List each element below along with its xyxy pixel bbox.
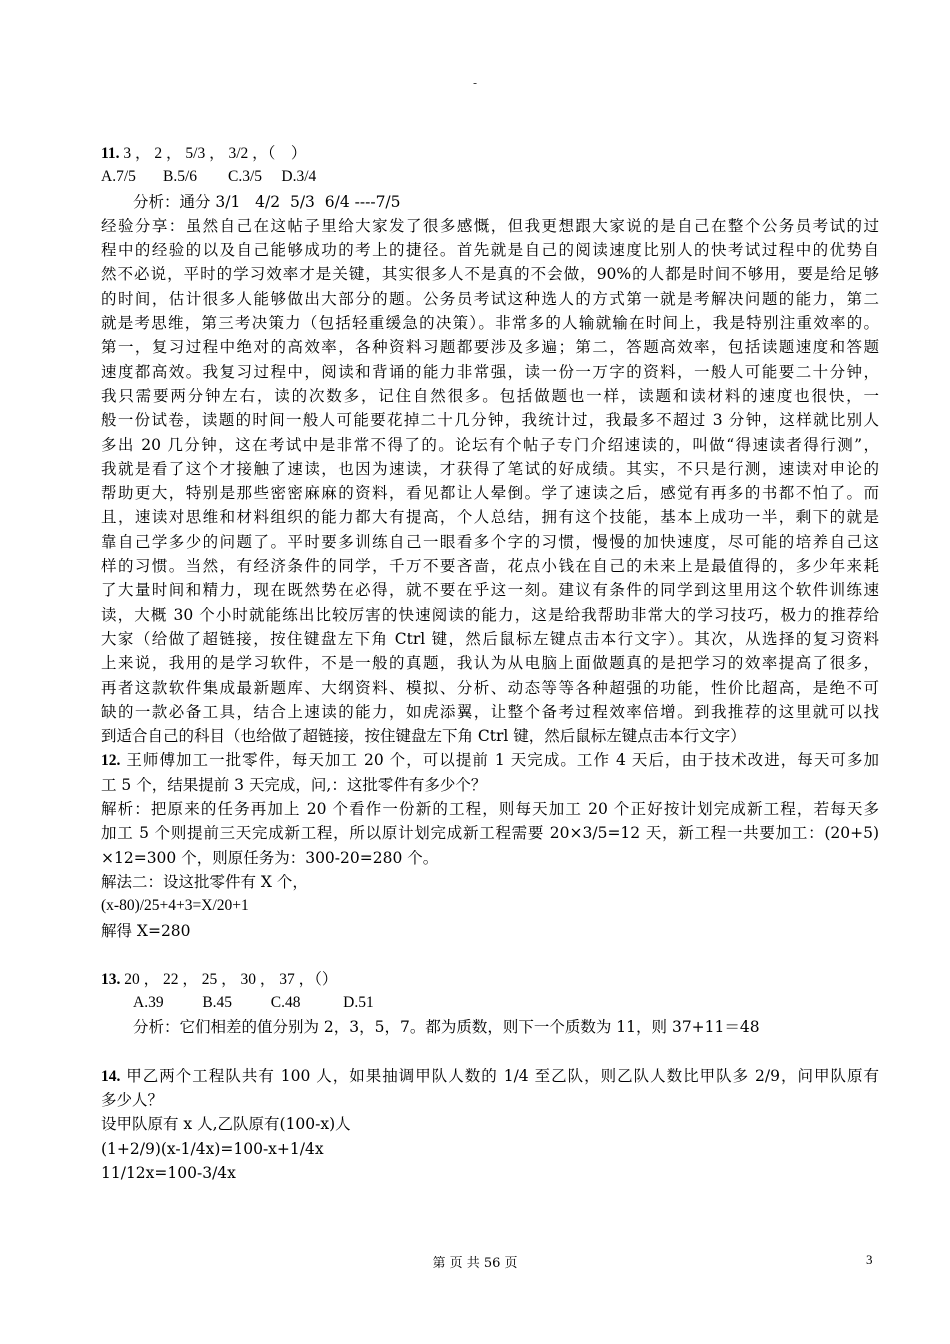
experience-line: 我只需要两分钟左右，读的次数多，记住自然很多。包括做题也一样，读题和读材料的速度也很快，一 xyxy=(101,386,879,405)
experience-line: 再者这款软件集成最新题库、大纲资料、模拟、分析、动态等等各种超强的功能，性价比超高，是绝不可 xyxy=(101,678,879,697)
experience-line: 样的习惯。当然，有经济条件的同学，千万不要吝啬，花点小钱在自己的未来上是最值得的，多少年来耗 xyxy=(101,557,879,576)
experience-line: 第一，复习过程中绝对的高效率，各种资料习题都要涉及多遍；第二，答题高效率，包括读题速度和答题 xyxy=(101,338,879,357)
experience-line: 且，速读对思维和材料组织的能力都大有提高，个人总结，拥有这个技能，基本上成功一半，剩下的就是 xyxy=(101,508,879,527)
experience-line: 速度都高效。我复习过程中，阅读和背诵的能力非常强，读一份一万字的资料，一般人可能要二十分钟， xyxy=(101,362,879,381)
q11-stem xyxy=(101,141,879,165)
q12-stem-cont: 工 5 个，结果提前 3 天完成，问,：这批零件有多少个？ xyxy=(101,775,487,794)
q14-work-line: 设甲队原有 x 人,乙队原有(100-x)人 xyxy=(101,1115,351,1134)
q14-number: 14. xyxy=(101,1067,121,1085)
q12-analysis-line: 解法二：设这批零件有 X 个， xyxy=(101,872,308,891)
page-number: 3 xyxy=(866,1252,873,1267)
experience-line: 多出 20 几分钟，这在考试中是非常不得了的。论坛有个帖子专门介绍速读的，叫做“得速读者得行测”， xyxy=(101,435,879,454)
q12-stem xyxy=(101,748,879,772)
q13-stem-text: 20 ， 22 ， 25 ， 30 ， 37 ，（） xyxy=(120,970,338,988)
q14-stem-cont: 多少人？ xyxy=(101,1090,164,1109)
q12-analysis-line: ×12=300 个，则原任务为：300-20=280 个。 xyxy=(101,848,439,867)
page-body xyxy=(101,141,879,1185)
q11-analysis: 分析：通分 3/1 4/2 5/3 6/4 ----7/5 xyxy=(133,192,401,211)
experience-line: 靠自己学多少的问题了。平时要多训练自己一眼看多个字的习惯，慢慢的加快速度，尽可能的培养自己这 xyxy=(101,532,879,551)
experience-section xyxy=(101,214,879,749)
experience-line: 经验分享：虽然自己在这帖子里给大家发了很多感慨，但我更想跟大家说的是自己在整个公务员考试的过 xyxy=(101,216,879,235)
q12-equation: (x-80)/25+4+3=X/20+1 xyxy=(101,897,249,915)
experience-line: 程中的经验的以及自己能够成功的考上的捷径。首先就是自己的阅读速度比别人的快考试过程中的优势自 xyxy=(101,241,879,260)
q12-analysis-line: 解析：把原来的任务再加上 20 个看作一份新的工程，则每天加工 20 个正好按计划完成新工程，若每天多 xyxy=(101,800,879,819)
experience-line: 上来说，我用的是学习软件，不是一般的真题，我认为从电脑上面做题真的是把学习的效率提高了很多， xyxy=(101,654,879,673)
experience-line: 的时间，估计很多人能够做出大部分的题。公务员考试这种选人的方式第一就是考解决问题的能力，第二 xyxy=(101,289,879,308)
q12-analysis-line: 加工 5 个则提前三天完成新工程，所以原计划完成新工程需要 20×3/5=12 天，新工程一共要加工：(20+5) xyxy=(101,824,879,843)
header-mark: - xyxy=(472,76,478,90)
q13-options: A.39 B.45 C.48 D.51 xyxy=(133,994,374,1012)
q13-analysis: 分析：它们相差的值分别为 2，3，5，7。都为质数，则下一个质数为 11，则 37+11＝48 xyxy=(133,1018,760,1037)
q11-stem-text: 3 ， 2 ， 5/3 ， 3/2 ，（ ） xyxy=(119,145,307,162)
q14-work-line: 11/12x=100-3/4x xyxy=(101,1163,236,1182)
experience-line[interactable]: 大家（给做了超链接，按住键盘左下角 Ctrl 键，然后鼠标左键点击本行文字）。其次，从选择的复习资料 xyxy=(101,629,879,648)
q14-work-line: (1+2/9)(x-1/4x)=100-x+1/4x xyxy=(101,1139,324,1158)
q13-number: 13. xyxy=(101,970,121,988)
q14-stem xyxy=(101,1064,879,1088)
q11-options: A.7/5 B.5/6 C.3/5 D.3/4 xyxy=(101,168,317,186)
q13-stem xyxy=(101,967,879,991)
q14-stem-text: 甲乙两个工程队共有 100 人，如果抽调甲队人数的 1/4 至乙队，则乙队人数比甲队多 2/9，问甲队原有 xyxy=(120,1066,879,1085)
q11-number: 11. xyxy=(101,145,120,162)
experience-line: 般一份试卷，读题的时间一般人可能要花掉二十几分钟，我统计过，我最多不超过 3 分钟，这样就比别人 xyxy=(101,411,879,430)
experience-line: 帮助更大，特别是那些密密麻麻的资料，看见都让人晕倒。学了速读之后，感觉有再多的书都不怕了。而 xyxy=(101,484,879,503)
experience-line: 然不必说，平时的学习效率才是关键，其实很多人不是真的不会做，90%的人都是时间不够用，要是给足够 xyxy=(101,265,879,284)
spacer xyxy=(101,943,879,967)
spacer xyxy=(101,1040,879,1064)
experience-line[interactable]: 读，大概 30 个小时就能练出比较厉害的快速阅读的能力，这是给我帮助非常大的学习技巧，极力的推荐给 xyxy=(101,605,879,624)
page-footer: 第 页 共 56 页 xyxy=(432,1256,518,1271)
experience-line: 了大量时间和精力，现在既然势在必得，就不要在乎这一刻。建议有条件的同学到这里用这个软件训练速 xyxy=(101,581,879,600)
q12-stem-text: 王师傅加工一批零件，每天加工 20 个，可以提前 1 天完成。工作 4 天后，由于技术改进，每天可多加 xyxy=(120,751,879,770)
q12-result: 解得 X=280 xyxy=(101,921,191,940)
q12-number: 12. xyxy=(101,752,121,770)
experience-line: 缺的一款必备工具，结合上速读的能力，如虎添翼，让整个备考过程效率倍增。到我推荐的这里就可以找 xyxy=(101,702,879,721)
experience-line: 我就是看了这个才接触了速读，也因为速读，才获得了笔试的好成绩。其实，不只是行测，速读对申论的 xyxy=(101,459,879,478)
experience-line-link[interactable]: 到适合自己的科目（也给做了超链接，按住键盘左下角 Ctrl 键，然后鼠标左键点击本行文字） xyxy=(101,727,746,746)
experience-line: 就是考思维，第三考决策力（包括轻重缓急的决策）。非常多的人输就输在时间上，我是特别注重效率的。 xyxy=(101,314,879,333)
